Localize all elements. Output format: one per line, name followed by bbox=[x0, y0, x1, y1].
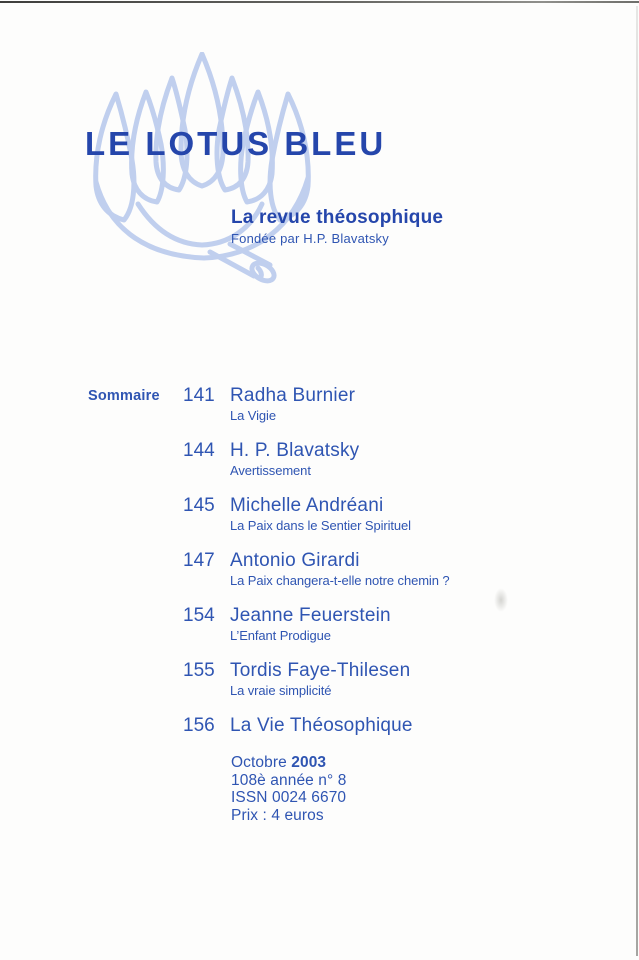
sommaire-label: Sommaire bbox=[88, 388, 160, 404]
toc-entry bbox=[183, 715, 523, 736]
magazine-subtitle: La revue théosophique bbox=[231, 207, 444, 228]
toc-article-title: La Paix dans le Sentier Spirituel bbox=[230, 518, 411, 533]
toc-text bbox=[230, 715, 413, 736]
founder-line: Fondée par H.P. Blavatsky bbox=[231, 231, 389, 246]
toc-page-number: 155 bbox=[183, 660, 215, 681]
toc-page-number: 141 bbox=[183, 385, 215, 406]
toc-author: Radha Burnier bbox=[230, 385, 356, 406]
sommaire-list bbox=[183, 385, 523, 752]
toc-page-number: 147 bbox=[183, 550, 215, 571]
toc-entry bbox=[183, 605, 523, 644]
toc-entry bbox=[183, 495, 523, 534]
issn-line: ISSN 0024 6670 bbox=[231, 789, 347, 806]
masthead-subtitle-block bbox=[231, 208, 443, 245]
toc-text bbox=[230, 440, 359, 479]
scan-edge-top bbox=[0, 1, 639, 3]
toc-article-title: Avertissement bbox=[230, 463, 311, 478]
toc-article-title: La vraie simplicité bbox=[230, 683, 332, 698]
toc-page-number: 145 bbox=[183, 495, 215, 516]
toc-entry bbox=[183, 385, 523, 424]
price-line: Prix : 4 euros bbox=[231, 806, 324, 824]
toc-text bbox=[230, 495, 411, 534]
issue-year: 2003 bbox=[291, 754, 327, 771]
toc-entry bbox=[183, 440, 523, 479]
issue-date-line bbox=[231, 754, 346, 772]
toc-author: Antonio Girardi bbox=[230, 550, 360, 571]
toc-author: Jeanne Feuerstein bbox=[230, 605, 391, 626]
toc-author: Tordis Faye-Thilesen bbox=[230, 660, 411, 681]
toc-page-number: 156 bbox=[183, 715, 215, 736]
toc-author: La Vie Théosophique bbox=[230, 715, 413, 736]
magazine-title: LE LOTUS BLEU bbox=[85, 125, 387, 162]
toc-page-number: 144 bbox=[183, 440, 215, 461]
toc-author: H. P. Blavatsky bbox=[230, 440, 360, 461]
toc-text bbox=[230, 660, 410, 699]
toc-article-title: La Vigie bbox=[230, 408, 276, 423]
issue-month: Octobre bbox=[231, 754, 287, 771]
imprint-block bbox=[231, 754, 346, 824]
toc-text bbox=[230, 605, 391, 644]
edition-line: 108è année n° 8 bbox=[231, 771, 347, 789]
toc-article-title: L’Enfant Prodigue bbox=[230, 628, 331, 643]
toc-entry bbox=[183, 660, 523, 699]
toc-text bbox=[230, 550, 450, 589]
toc-entry bbox=[183, 550, 523, 589]
toc-page-number: 154 bbox=[183, 605, 215, 626]
toc-author: Michelle Andréani bbox=[230, 495, 384, 516]
toc-text bbox=[230, 385, 355, 424]
scan-edge-right bbox=[636, 6, 638, 956]
toc-article-title: La Paix changera-t-elle notre chemin ? bbox=[230, 573, 450, 588]
lotus-flower-icon bbox=[86, 52, 318, 292]
